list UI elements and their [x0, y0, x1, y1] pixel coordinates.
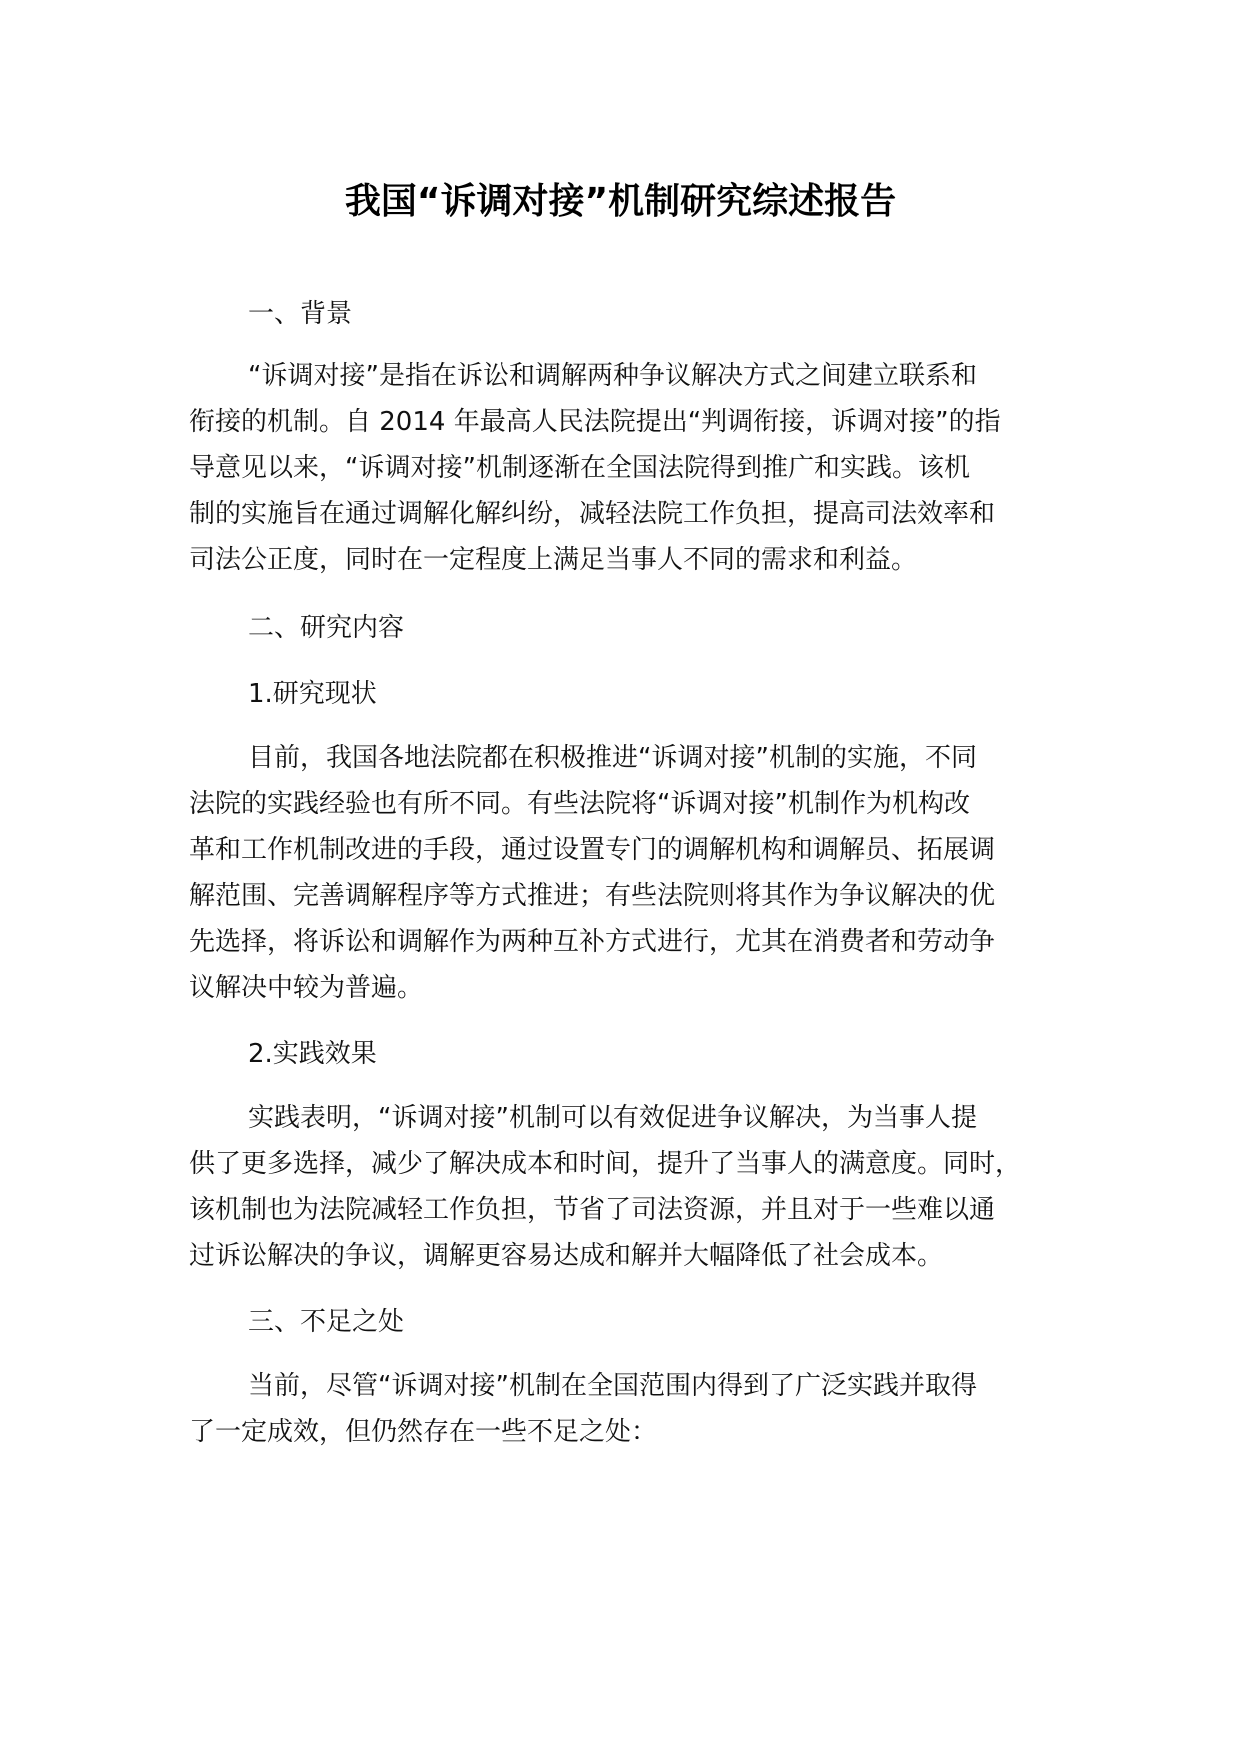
- page-title: 我国“诉调对接”机制研究综述报告: [344, 181, 897, 222]
- paragraph-line: 该机制也为法院减轻工作负担，节省了司法资源，并且对于一些难以通: [189, 1195, 996, 1225]
- subsection-heading-effect: 2.实践效果: [248, 1039, 377, 1069]
- paragraph-line: 实践表明，“诉调对接”机制可以有效促进争议解决，为当事人提: [248, 1103, 977, 1133]
- subsection-heading-status: 1.研究现状: [248, 679, 377, 709]
- paragraph-line: 解范围、完善调解程序等方式推进；有些法院则将其作为争议解决的优: [189, 881, 996, 911]
- paragraph-line: 制的实施旨在通过调解化解纠纷，减轻法院工作负担，提高司法效率和: [189, 499, 996, 529]
- paragraph-line: 衔接的机制。自 2014 年最高人民法院提出“判调衔接，诉调对接”的指: [189, 407, 1001, 437]
- paragraph-line: 法院的实践经验也有所不同。有些法院将“诉调对接”机制作为机构改: [189, 789, 970, 819]
- paragraph-line: 供了更多选择，减少了解决成本和时间，提升了当事人的满意度。同时，: [189, 1149, 1022, 1179]
- paragraph-line: 议解决中较为普遍。: [189, 973, 424, 1003]
- paragraph-line: 导意见以来，“诉调对接”机制逐渐在全国法院得到推广和实践。该机: [189, 453, 970, 483]
- paragraph-line: 了一定成效，但仍然存在一些不足之处：: [189, 1417, 658, 1447]
- paragraph-line: “诉调对接”是指在诉讼和调解两种争议解决方式之间建立联系和: [248, 361, 977, 391]
- paragraph-line: 目前，我国各地法院都在积极推进“诉调对接”机制的实施，不同: [248, 743, 977, 773]
- paragraph-line: 过诉讼解决的争议，调解更容易达成和解并大幅降低了社会成本。: [189, 1241, 944, 1271]
- paragraph-line: 先选择，将诉讼和调解作为两种互补方式进行，尤其在消费者和劳动争: [189, 927, 996, 957]
- paragraph-line: 革和工作机制改进的手段，通过设置专门的调解机构和调解员、拓展调: [189, 835, 996, 865]
- section-heading-shortcomings: 三、不足之处: [248, 1307, 405, 1337]
- section-heading-background: 一、背景: [248, 299, 353, 329]
- section-heading-research: 二、研究内容: [248, 613, 405, 643]
- paragraph-line: 司法公正度，同时在一定程度上满足当事人不同的需求和利益。: [189, 545, 918, 575]
- paragraph-line: 当前，尽管“诉调对接”机制在全国范围内得到了广泛实践并取得: [248, 1371, 977, 1401]
